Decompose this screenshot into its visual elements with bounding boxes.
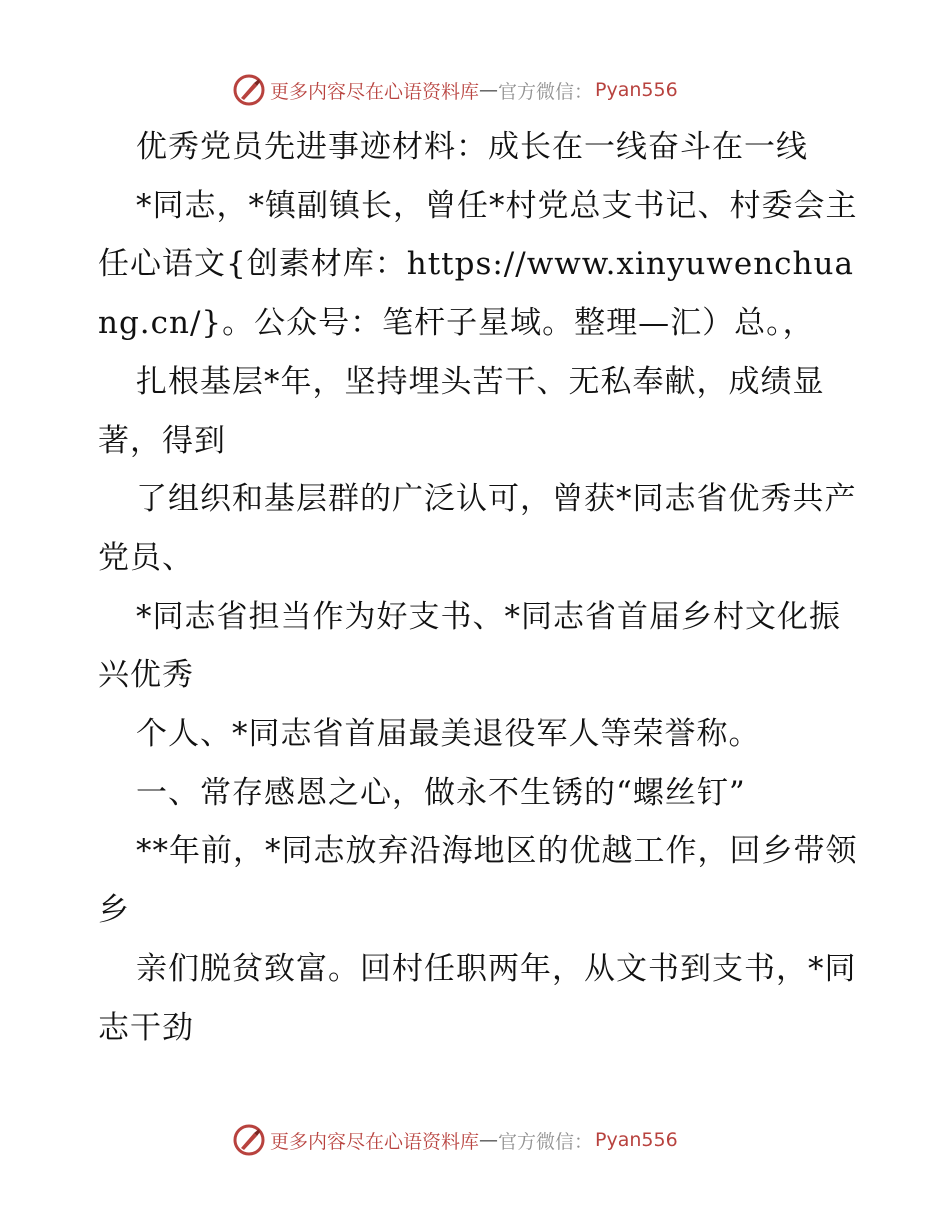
watermark-contact-label: 官方微信： (498, 1130, 594, 1153)
watermark-text: 更多内容尽在心语资料库 (270, 1130, 480, 1153)
watermark-footer (232, 1120, 712, 1160)
paragraph: *同志省担当作为好支书、*同志省首届乡村文化振兴优秀 (98, 598, 841, 694)
document-body (98, 118, 858, 1057)
watermark-separator: — (479, 1129, 499, 1151)
paragraph: 了组织和基层群的广泛认可，曾获*同志省优秀共产党员、 (98, 481, 857, 576)
paragraph: 扎根基层*年，坚持埋头苦干、无私奉献，成绩显著，得到 (98, 363, 825, 459)
document-title: 优秀党员先进事迹材料：成长在一线奋斗在一线 (136, 129, 808, 165)
watermark-text: 更多内容尽在心语资料库 (270, 80, 480, 103)
quill-logo-icon (232, 1123, 266, 1157)
watermark-header (232, 70, 712, 110)
watermark-contact-label: 官方微信： (498, 80, 594, 103)
paragraph: **年前，*同志放弃沿海地区的优越工作，回乡带领乡 (98, 833, 858, 929)
watermark-contact-id: Pyan556 (595, 1129, 678, 1151)
quill-logo-icon (232, 73, 266, 107)
section-heading: 一、常存感恩之心，做永不生锈的“螺丝钉” (136, 774, 746, 811)
watermark-separator: — (479, 79, 499, 101)
paragraph: *同志，*镇副镇长，曾任*村党总支书记、村委会主任心语文{创素材库：https://www.xinyuwenchuang.cn/}。公众号：笔杆子星域。整理—汇）总。， (98, 187, 858, 342)
watermark-contact-id: Pyan556 (595, 79, 678, 101)
paragraph: 亲们脱贫致富。回村任职两年，从文书到支书，*同志干劲 (98, 950, 857, 1046)
paragraph: 个人、*同志省首届最美退役军人等荣誉称。 (136, 716, 761, 753)
